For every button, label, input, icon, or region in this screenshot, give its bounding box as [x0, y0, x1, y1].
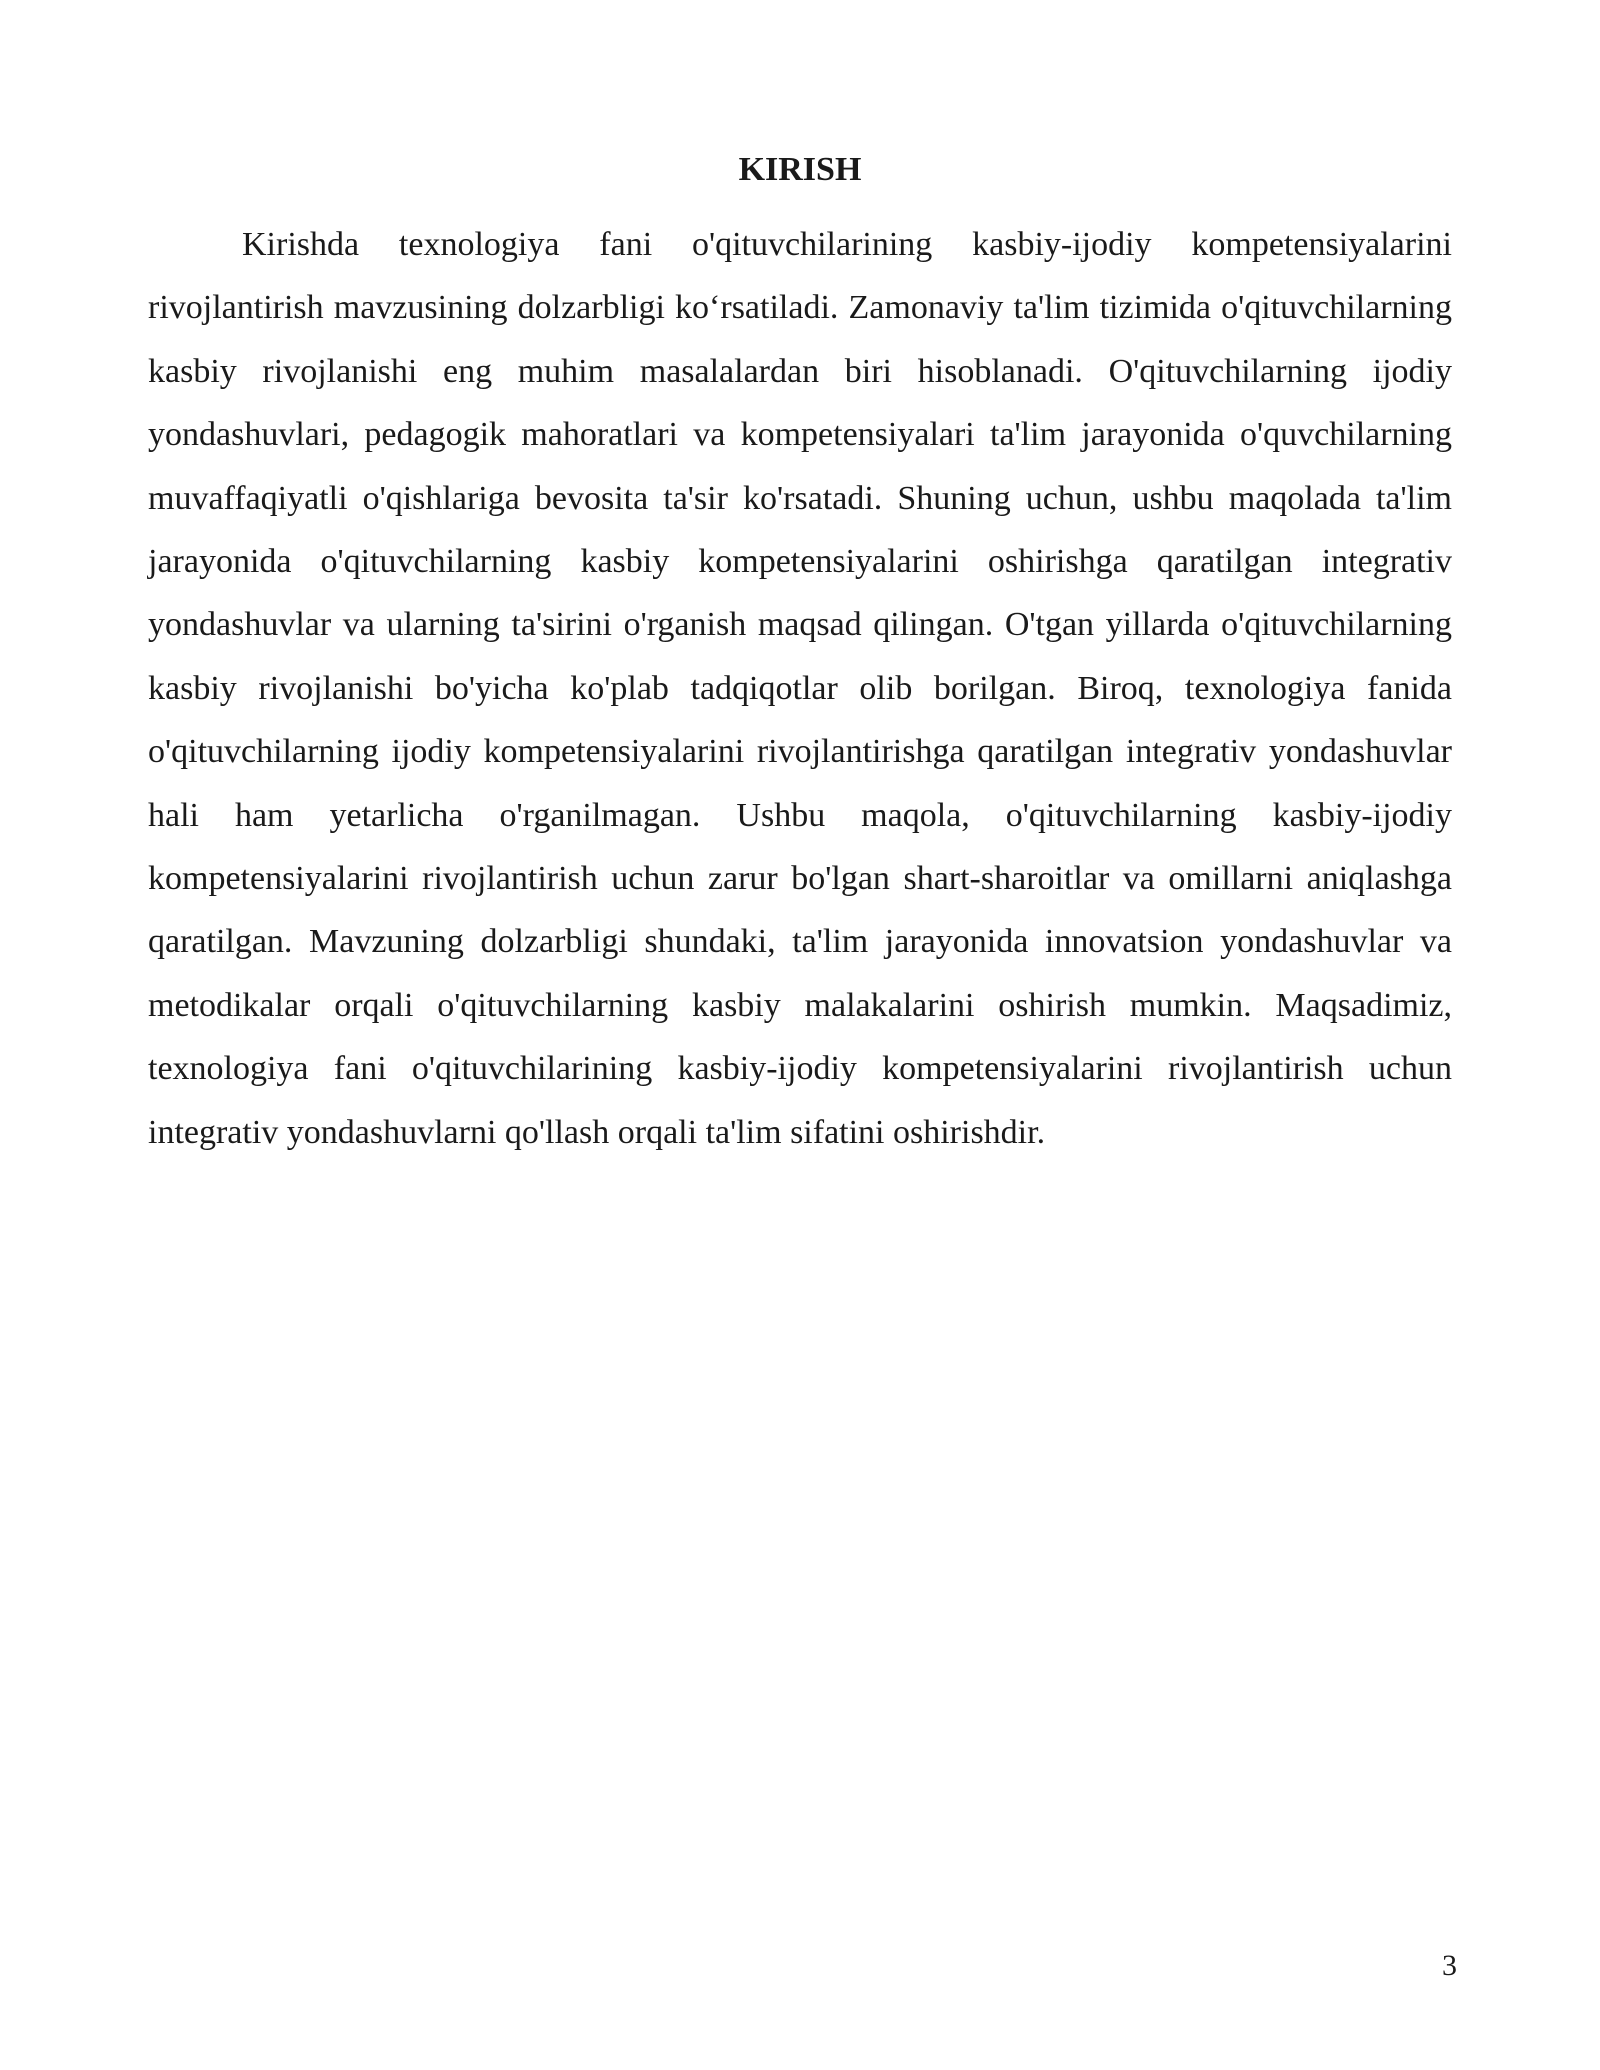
page-number: 3 — [1442, 1949, 1457, 1982]
body-paragraph: Kirishda texnologiya fani o'qituvchilarining kasbiy-ijodiy kompetensiyalarini rivojlantirish mavzusining dolzarbligi ko‘rsatiladi. Zamonaviy ta'lim tizimida o'qituvchilarning kasbiy rivojlanishi eng muhim masalalardan biri hisoblanadi. O'qituvchilarning ijodiy yondashuvlari, pedagogik mahoratlari va kompetensiyalari ta'lim jarayonida o'quvchilarning muvaffaqiyatli o'qishlariga bevosita ta'sir ko'rsatadi. Shuning uchun, ushbu maqolada ta'lim jarayonida o'qituvchilarning kasbiy kompetensiyalarini oshirishga qaratilgan integrativ yondashuvlar va ularning ta'sirini o'rganish maqsad qilingan. O'tgan yillarda o'qituvchilarning kasbiy rivojlanishi bo'yicha ko'plab tadqiqotlar olib borilgan. Biroq, texnologiya fanida o'qituvchilarning ijodiy kompetensiyalarini rivojlantirishga qaratilgan integrativ yondashuvlar hali ham yetarlicha o'rganilmagan. Ushbu maqola, o'qituvchilarning kasbiy-ijodiy kompetensiyalarini rivojlantirish uchun zarur bo'lgan shart-sharoitlar va omillarni aniqlashga qaratilgan. Mavzuning dolzarbligi shundaki, ta'lim jarayonida innovatsion yondashuvlar va metodikalar orqali o'qituvchilarning kasbiy malakalarini oshirish mumkin. Maqsadimiz, texnologiya fani o'qituvchilarining kasbiy-ijodiy kompetensiyalarini rivojlantirish uchun integrativ yondashuvlarni qo'llash orqali ta'lim sifatini oshirishdir. — [148, 226, 1452, 1151]
section-heading: KIRISH — [738, 151, 862, 188]
